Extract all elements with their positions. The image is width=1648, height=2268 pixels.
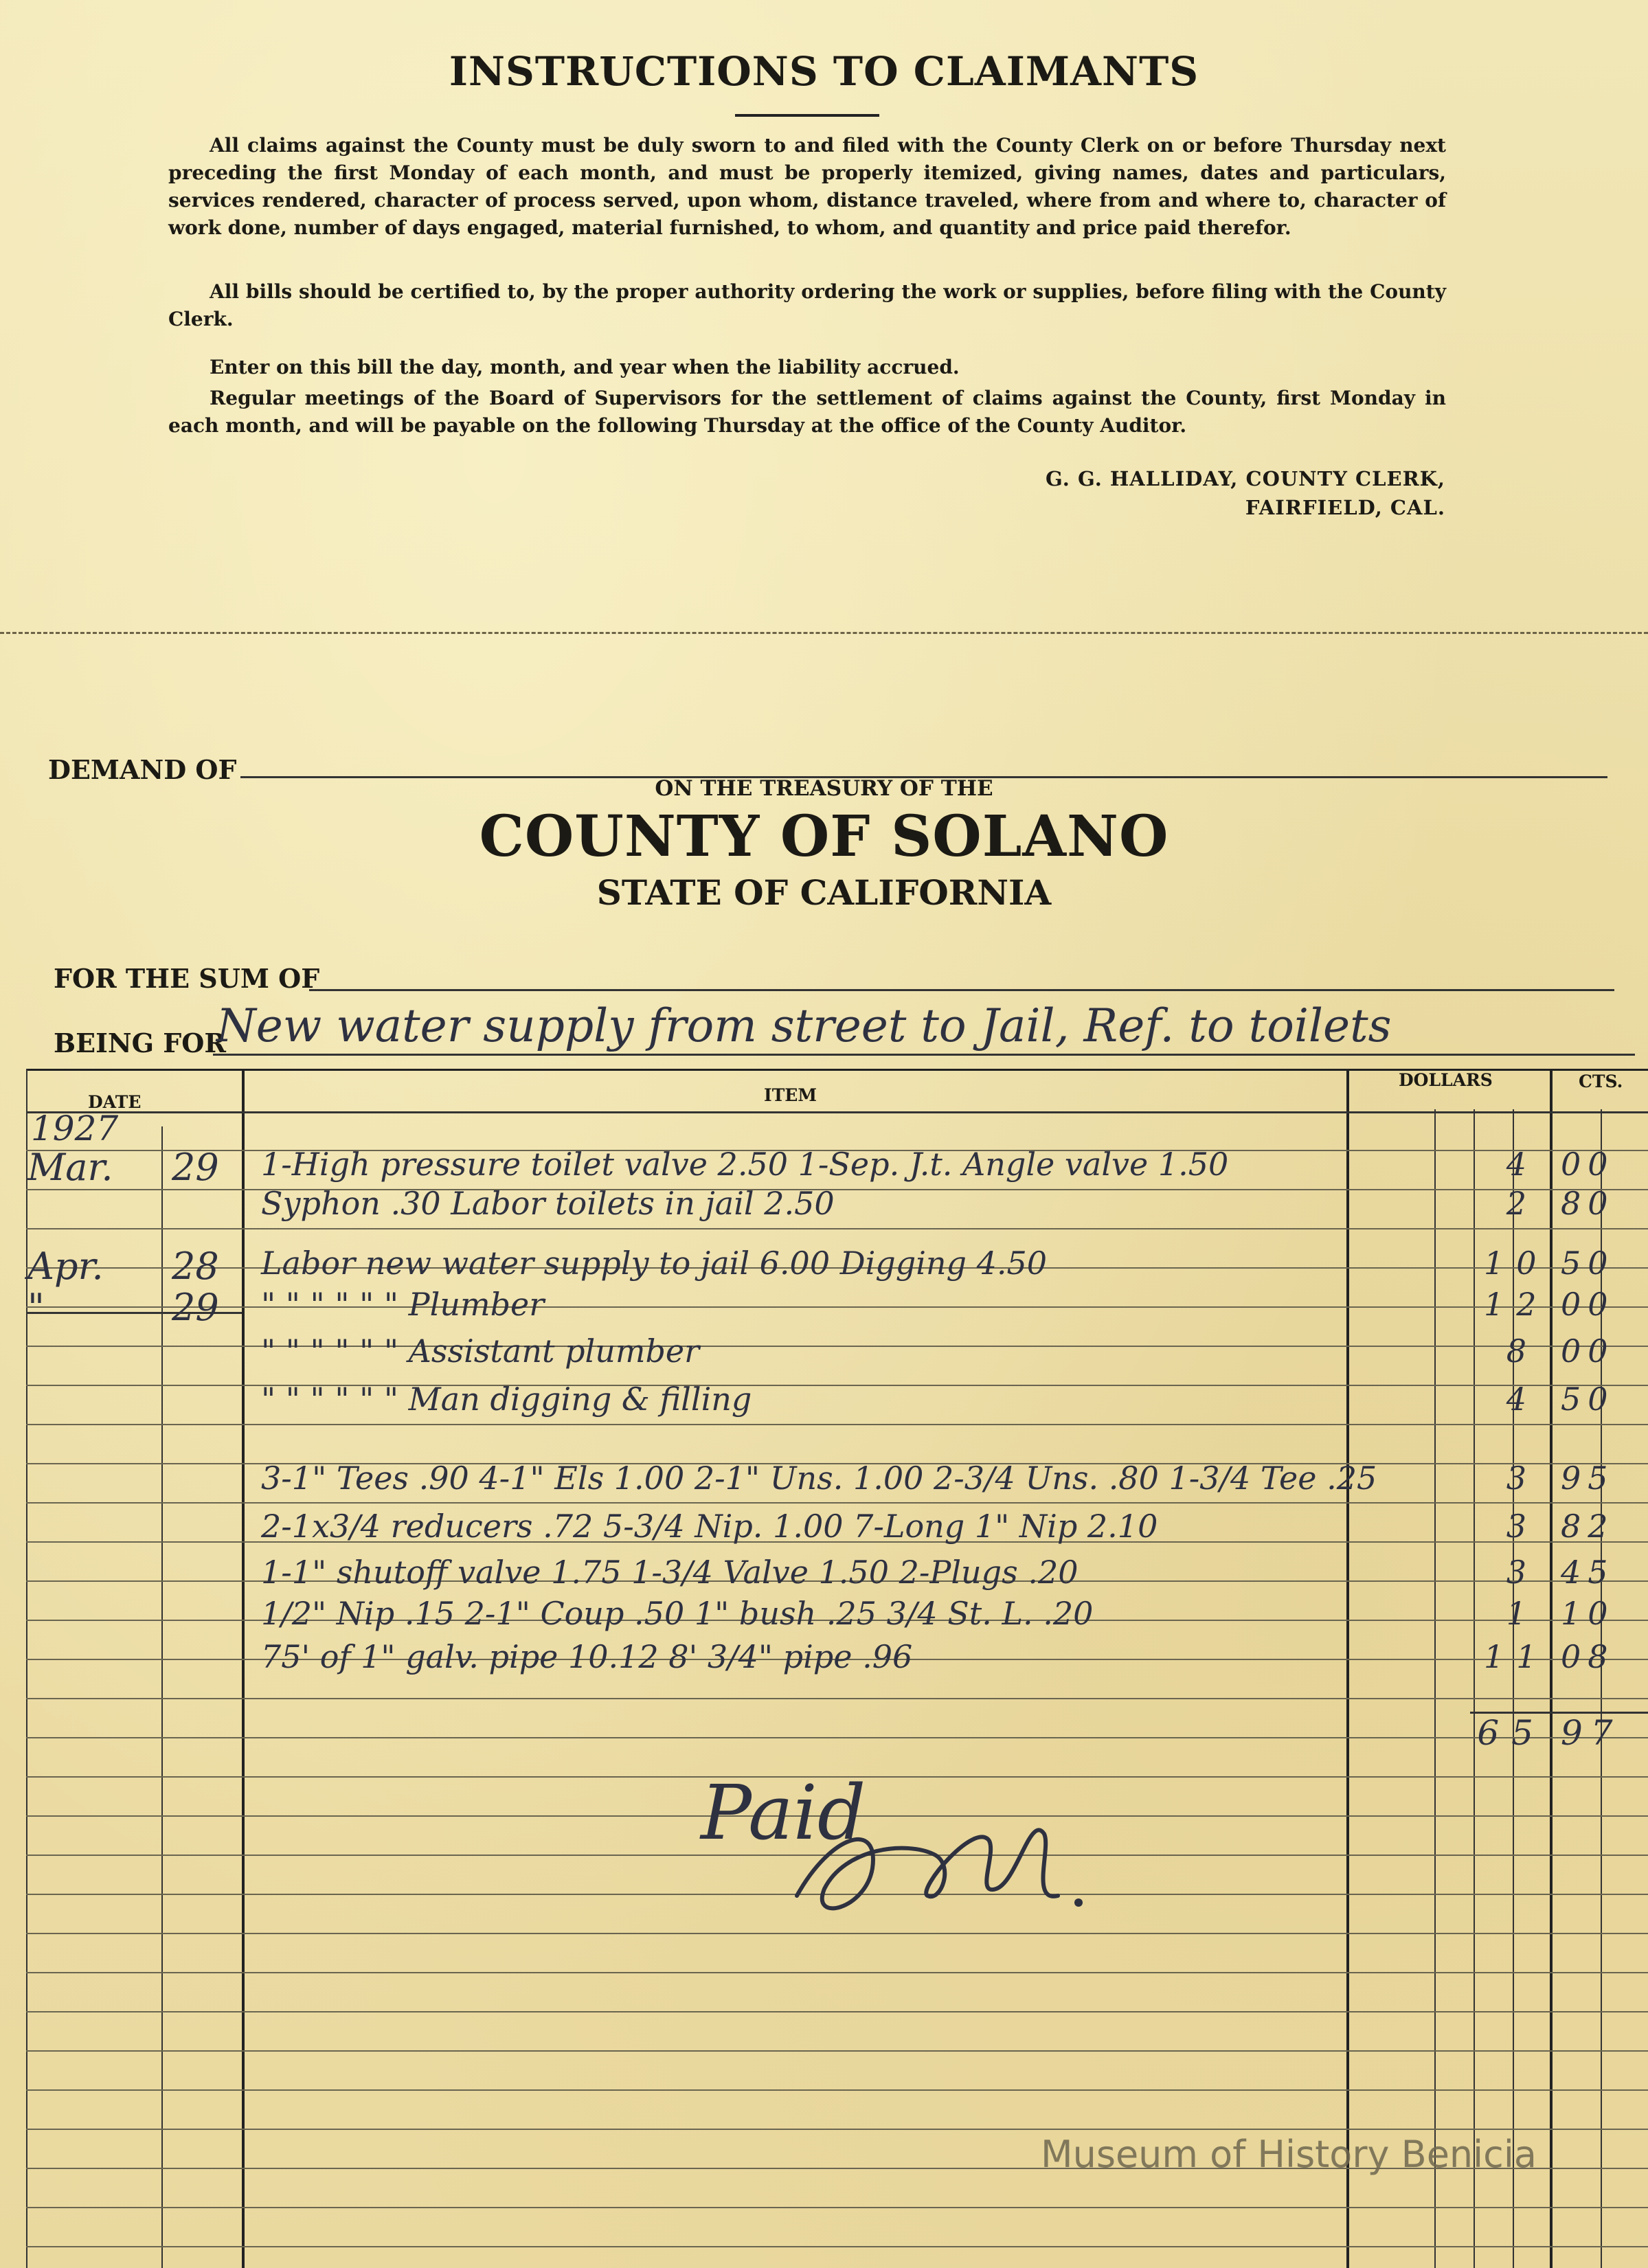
state-title: STATE OF CALIFORNIA (596, 872, 1052, 913)
cts-col-line (1601, 1109, 1602, 2268)
row-cents: 82 (1561, 1508, 1615, 1545)
row-cents: 50 (1561, 1381, 1615, 1418)
row-item: 1/2" Nip .15 2-1" Coup .50 1" bush .25 3/4 St. L. .20 (261, 1595, 1094, 1632)
ruled-line (26, 1972, 1648, 1973)
ruled-line (26, 1502, 1648, 1504)
paid-mark: Paid (701, 1769, 866, 1857)
row-day: 29 (172, 1286, 219, 1329)
signature-mark-icon (769, 1793, 1099, 1930)
instructions-paragraph-4: Regular meetings of the Board of Supervisors for the settlement of claims against the County, first Monday in each month, and will be payable on the following Thursday at the office of the County Auditor. (168, 387, 1446, 437)
ruled-line (26, 2246, 1648, 2247)
row-dollars: 4 (1506, 1381, 1539, 1418)
being-for-label: BEING FOR (54, 1028, 226, 1058)
row-dollars: 11 (1484, 1638, 1549, 1675)
dollars-header: DOLLARS (1399, 1070, 1493, 1090)
item-header: ITEM (764, 1085, 817, 1105)
instructions-paragraph-2: All bills should be certified to, by the proper authority ordering the work or supplies, before filing with the County Clerk. (168, 280, 1446, 330)
row-cents: 00 (1561, 1286, 1615, 1323)
row-dollars: 12 (1484, 1286, 1549, 1323)
row-cents: 08 (1561, 1638, 1615, 1675)
dollars-col-line-1 (1434, 1109, 1436, 2268)
instructions-paragraph-3: Enter on this bill the day, month, and year when the liability accrued. (210, 356, 960, 378)
row-cents: 00 (1561, 1146, 1615, 1183)
row-cents: 95 (1561, 1460, 1615, 1497)
row-item: 1-High pressure toilet valve 2.50 1-Sep. J.t. Angle valve 1.50 (261, 1146, 1229, 1183)
ruled-line (26, 1737, 1648, 1738)
row-cents: 80 (1561, 1185, 1615, 1222)
museum-watermark: Museum of History Benicia (1041, 2133, 1537, 2176)
treasury-line: ON THE TREASURY OF THE (655, 776, 993, 801)
total-cents: 97 (1561, 1713, 1621, 1753)
ruled-line (26, 2089, 1648, 2091)
ruled-line (26, 2129, 1648, 2130)
perforation-fold-line (0, 632, 1648, 634)
being-for-line (213, 1054, 1635, 1056)
ruled-line (26, 2011, 1648, 2012)
ruled-line (26, 1228, 1648, 1229)
row-item: 75' of 1" galv. pipe 10.12 8' 3/4" pipe .96 (261, 1638, 913, 1675)
row-item: 2-1x3/4 reducers .72 5-3/4 Nip. 1.00 7-Long 1" Nip 2.10 (261, 1508, 1158, 1545)
dollars-cts-divider (1550, 1069, 1553, 2268)
clerk-name: G. G. HALLIDAY, COUNTY CLERK, (1046, 467, 1445, 490)
header-bottom-line (26, 1111, 1648, 1113)
ruled-line (26, 1424, 1648, 1425)
row-cents: 10 (1561, 1595, 1615, 1632)
row-cents: 50 (1561, 1245, 1615, 1282)
clerk-location: FAIRFIELD, CAL. (1245, 496, 1445, 519)
row-cents: 45 (1561, 1554, 1615, 1591)
row-item: 3-1" Tees .90 4-1" Els 1.00 2-1" Uns. 1.00 2-3/4 Uns. .80 1-3/4 Tee .25 (261, 1460, 1377, 1497)
title-rule (735, 114, 879, 117)
row-dollars: 2 (1506, 1185, 1539, 1222)
total-dollars: 65 (1477, 1713, 1546, 1753)
dollars-col-line-2 (1474, 1109, 1475, 2268)
row-month: Apr. (27, 1245, 104, 1288)
cts-header: CTS. (1579, 1071, 1623, 1091)
row-cents: 00 (1561, 1333, 1615, 1370)
row-dollars: 3 (1506, 1554, 1539, 1591)
row-dollars: 1 (1506, 1595, 1539, 1632)
row-month: Mar. (27, 1146, 113, 1189)
being-for-value: New water supply from street to Jail, Ref. to toilets (216, 999, 1392, 1052)
instructions-paragraph-1: All claims against the County must be duly sworn to and filed with the County Clerk on or before Thursday next preceding the first Monday of each month, and must be properly itemized, giving names, dates and particulars, services rendered, character of process served, upon whom, distance traveled, where from and where to, character of work done, number of days engaged, material furnished, to whom, and quantity and price paid therefor. (168, 134, 1446, 239)
date-month-day-divider (161, 1126, 163, 2268)
item-dollars-divider (1346, 1069, 1349, 2268)
sum-of-line (309, 989, 1614, 991)
row-item: " " " " " " Plumber (261, 1286, 545, 1323)
ruled-line (26, 2207, 1648, 2208)
row-item: " " " " " " Assistant plumber (261, 1333, 700, 1370)
sum-of-label: FOR THE SUM OF (54, 963, 320, 994)
row-item: Labor new water supply to jail 6.00 Digging 4.50 (261, 1245, 1048, 1282)
dollars-col-line-3 (1513, 1109, 1514, 2268)
ruled-line (26, 2050, 1648, 2052)
row-item: " " " " " " Man digging & filling (261, 1381, 752, 1418)
row-month: " (27, 1286, 45, 1329)
ruled-line (26, 1698, 1648, 1699)
demand-of-label: DEMAND OF (48, 754, 237, 785)
row-dollars: 8 (1506, 1333, 1539, 1370)
date-item-divider (242, 1069, 245, 2268)
date-header: DATE (88, 1092, 142, 1112)
clerk-signature-block (1046, 464, 1445, 522)
ruled-line (26, 1933, 1648, 1934)
year-value: 1927 (31, 1109, 119, 1148)
row-dollars: 4 (1506, 1146, 1539, 1183)
instructions-title: INSTRUCTIONS TO CLAIMANTS (449, 48, 1199, 95)
row-item: Syphon .30 Labor toilets in jail 2.50 (261, 1185, 835, 1222)
row-dollars: 3 (1506, 1508, 1539, 1545)
row-dollars: 10 (1484, 1245, 1549, 1282)
county-title: COUNTY OF SOLANO (479, 804, 1169, 870)
row-day: 28 (172, 1245, 219, 1288)
row-dollars: 3 (1506, 1460, 1539, 1497)
row-item: 1-1" shutoff valve 1.75 1-3/4 Valve 1.50 2-Plugs .20 (261, 1554, 1079, 1591)
row-day: 29 (172, 1146, 219, 1189)
